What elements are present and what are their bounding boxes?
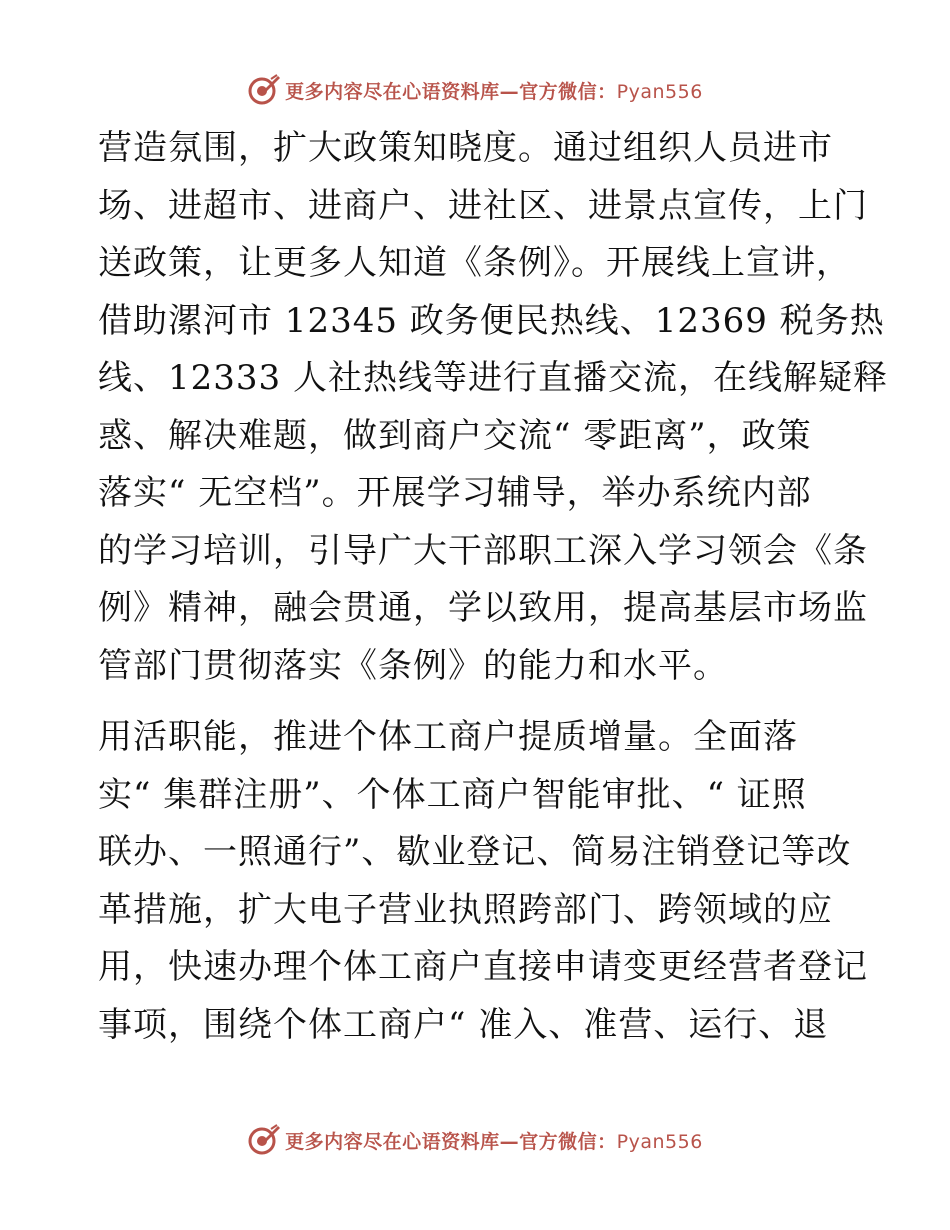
paragraph-line: 实“ 集群注册”、个体工商户智能审批、“ 证照 xyxy=(98,774,807,815)
footer-watermark xyxy=(0,1120,950,1160)
header-watermark-label: 更多内容尽在心语资料库—官方微信： xyxy=(285,80,617,103)
header-watermark-id: Pyan556 xyxy=(616,80,703,103)
paragraph-2 xyxy=(98,709,868,1054)
paragraph-line: 事项，围绕个体工商户“ 准入、准营、运行、退 xyxy=(98,1004,829,1045)
document-body xyxy=(98,120,888,1054)
paragraph-line: 管部门贯彻落实《条例》的能力和水平。 xyxy=(98,645,728,686)
paragraph-line: 落实“ 无空档”。开展学习辅导，举办系统内部 xyxy=(98,473,812,513)
paragraph-line: 联办、一照通行”、歇业登记、简易注销登记等改 xyxy=(98,832,852,872)
paragraph-1 xyxy=(98,120,888,695)
paragraph-line: 革措施，扩大电子营业执照跨部门、跨领域的应 xyxy=(98,889,833,930)
paragraph-line: 线、12333 人社热线等进行直播交流，在线解疑释 xyxy=(98,358,888,398)
paragraph-line: 用，快速办理个体工商户直接申请变更经营者登记 xyxy=(98,947,868,987)
quill-seal-icon xyxy=(247,1123,281,1157)
header-watermark xyxy=(0,70,950,110)
paragraph-line: 例》精神，融会贯通，学以致用，提高基层市场监 xyxy=(98,588,868,628)
paragraph-line: 借助漯河市 12345 政务便民热线、12369 税务热 xyxy=(98,300,885,341)
footer-watermark-text xyxy=(285,1127,703,1154)
paragraph-line: 用活职能，推进个体工商户提质增量。全面落 xyxy=(98,717,798,757)
header-watermark-text xyxy=(285,77,703,104)
quill-seal-icon xyxy=(247,73,281,107)
paragraph-line: 营造氛围，扩大政策知晓度。通过组织人员进市 xyxy=(98,128,833,168)
footer-watermark-label: 更多内容尽在心语资料库—官方微信： xyxy=(285,1130,617,1153)
paragraph-line: 惑、解决难题，做到商户交流“ 零距离”，政策 xyxy=(98,415,812,456)
footer-watermark-id: Pyan556 xyxy=(616,1130,703,1153)
paragraph-line: 场、进超市、进商户、进社区、进景点宣传，上门 xyxy=(98,185,868,226)
paragraph-line: 送政策，让更多人知道《条例》。开展线上宣讲， xyxy=(98,243,851,283)
paragraph-line: 的学习培训，引导广大干部职工深入学习领会《条 xyxy=(98,530,868,571)
